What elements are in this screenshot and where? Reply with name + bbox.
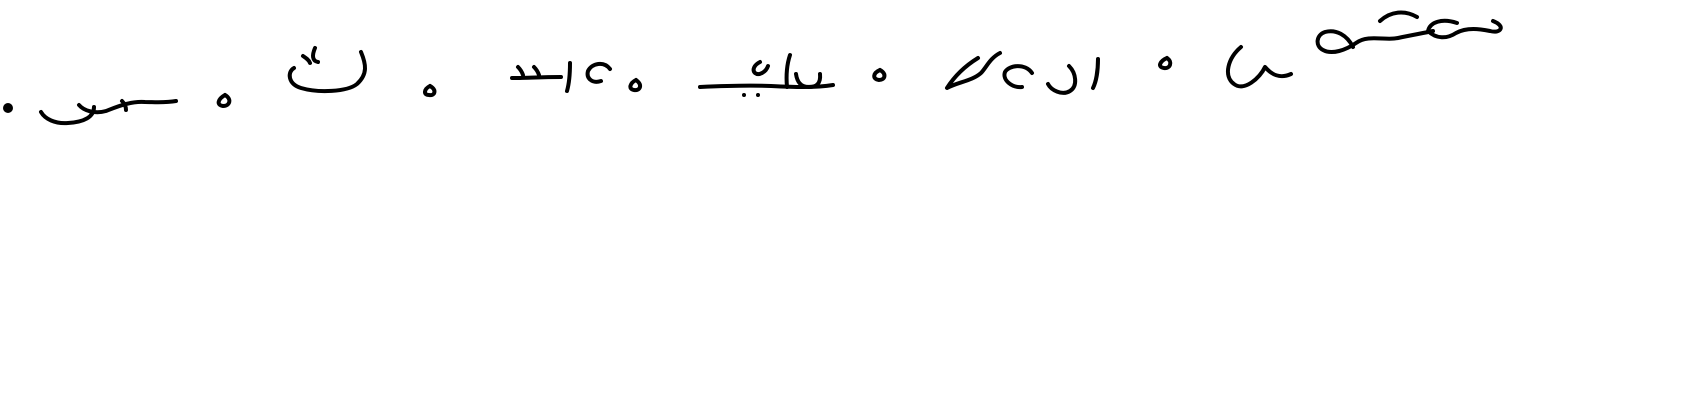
comma-1-ink	[1160, 58, 1170, 68]
period-ink	[3, 103, 13, 113]
word-5-ink	[290, 48, 365, 91]
word-6-ink	[41, 101, 176, 123]
comma-4-ink	[425, 86, 434, 95]
word-3-ink	[700, 55, 833, 97]
word-2-ink	[947, 53, 1098, 93]
word-1-ink	[1228, 12, 1501, 86]
comma-2-ink	[874, 70, 884, 80]
comma-5-ink	[219, 95, 230, 106]
word-4-ink	[512, 63, 610, 91]
comma-3-ink	[630, 80, 640, 90]
